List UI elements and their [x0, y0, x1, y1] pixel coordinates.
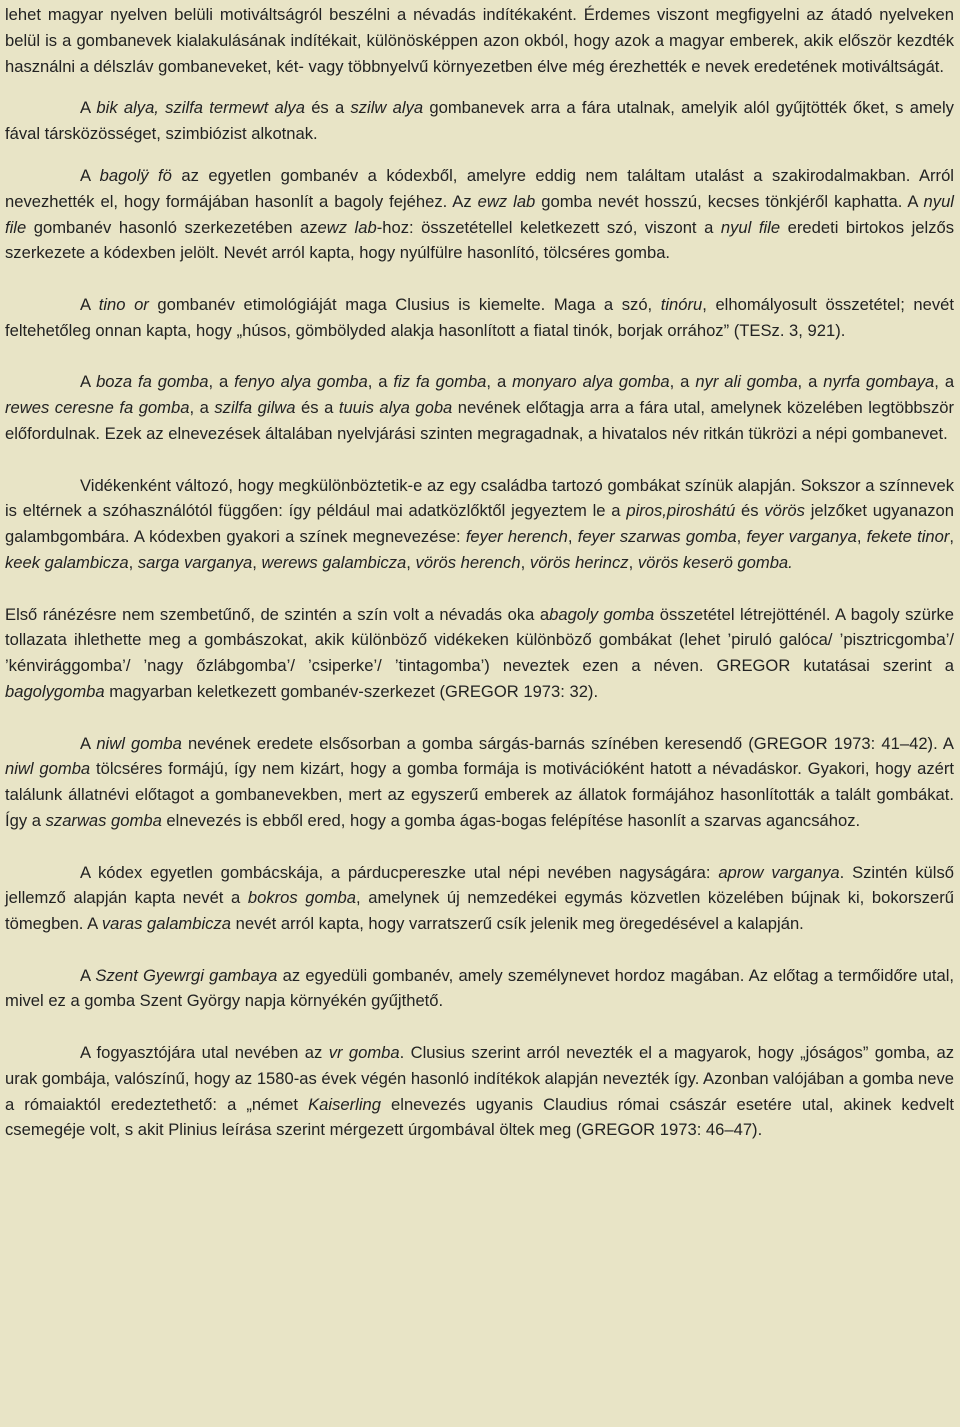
italic-term: piros,piroshátú [626, 501, 736, 521]
paragraph-gap [5, 147, 954, 163]
text-run: gomba nevét hosszú, kecses tönkjéről kaphatta. A [535, 191, 924, 211]
text-run: gombanév etimológiáját maga Clusius is kiemelte. Maga a szó, [148, 294, 661, 314]
paragraph-gap [5, 79, 954, 95]
text-run: A [80, 98, 97, 118]
italic-term: bagolygomba [5, 681, 105, 701]
italic-term: tuuis alya goba [338, 398, 453, 418]
text-run: tölcséres formájú, így nem kizárt, hogy a gomba formája is motivációként hatott a névadáskor. Gyakori, hogy azért találunk állatnévi előtagot a gombanevekben, mert az egyszerű emberek az állatok formájához hasonlították a talált gombákat. Így a [5, 759, 955, 830]
italic-term: szilfa gilwa [214, 398, 296, 418]
paragraph-9 [5, 963, 954, 1015]
text-run: Első ránézésre nem szembetűnő, de szintén a szín volt a névadás oka a [5, 604, 550, 624]
text-run: nevét arról kapta, hogy varratszerű csík jelenik meg öregedésével a kalapján. [231, 914, 804, 934]
italic-term: keek galambicza [5, 552, 129, 572]
paragraph-gap [5, 576, 954, 602]
italic-term: bagoly gomba [549, 604, 655, 624]
text-run: , a [669, 372, 696, 392]
text-run: jelzőket ugyanazon galambgombára. A kódexben gyakori a színek megnevezése: [5, 501, 954, 547]
italic-term: boza fa gomba [96, 372, 209, 392]
paragraph-1 [5, 95, 954, 147]
italic-term: feyer herench [465, 527, 568, 547]
text-run: összetétel létrejötténél. A bagoly szürke tollazata ihlethette meg a gombászokat, akik különböző vidékeken különböző gombákat (lehet ’piruló galóca/ ’pisztricgomba’/ ’kénvirággomba’/ ’nagy őzlábgomba’/ ’csiperke’/ ’tintagomba’) neveztek ezen a néven. GREGOR kutatásai szerint a [5, 604, 955, 676]
italic-term: ewz lab [317, 217, 377, 237]
italic-term: vörös herench [415, 552, 521, 572]
italic-term: tino or [98, 294, 149, 314]
italic-term: aprow varganya [718, 862, 840, 882]
text-run: A [80, 372, 97, 392]
paragraph-7 [5, 731, 954, 834]
italic-term: ewz lab [477, 191, 536, 211]
text-run: nevének előtagja arra a fára utal, amelynek közelében legtöbbször előfordulnak. Ezek az elnevezések általában nyelvjárási szinten megragadnak, a hivatalos név ritkán tükrözi a népi gombanevet. [5, 398, 954, 443]
paragraph-2 [5, 163, 954, 266]
paragraph-gap [5, 834, 954, 860]
italic-term: rewes ceresne fa gomba [5, 398, 190, 418]
text-run: eredeti birtokos jelzős szerkezete a kódexben jelölt. Nevét arról kapta, hogy nyúlfülre hasonlító, tölcséres gomba. [5, 217, 955, 263]
italic-term: Kaiserling [308, 1094, 381, 1114]
text-run: , elhomályosult összetétel; nevét feltehetőleg onnan kapta, hogy „húsos, gömbölyded alakja hasonlított a fiatal tinók, borjak orrához” (TESz. 3, 921). [5, 294, 954, 340]
text-run: , [406, 552, 416, 572]
italic-term: fenyo alya gomba [234, 372, 368, 392]
paragraph-gap [5, 447, 954, 473]
text-run: és [735, 501, 765, 521]
italic-term: bokros gomba [247, 888, 357, 908]
text-run: lehet magyar nyelven belüli motiváltságról beszélni a névadás indítékaként. Érdemes viszont megfigyelni az átadó nyelveken belül is a gombanevek kialakulásának indítékait, különösképpen azon okból, hogy azok a magyar emberek, akik először kezdték használni a délszláv gombaneveket, két- vagy többnyelvű környezetben élve még érezhették e nevek eredetének motiváltságát. [5, 5, 954, 76]
text-run: . Clusius szerint arról nevezték el a magyarok, hogy „jóságos” gomba, az urak gombája, valószínű, hogy az 1580-as évek végén hasonló indítékok alapján nevezték így. Azonban valójában a gomba neve a rómaiaktól eredeztethető: a „német [5, 1043, 954, 1114]
italic-term: nyul file [5, 191, 954, 237]
paragraph-gap [5, 266, 954, 292]
italic-term: varas galambicza [101, 914, 231, 934]
italic-term: niwl gomba [96, 733, 182, 753]
italic-term: nyul file [720, 217, 781, 237]
text-run: , a [367, 372, 394, 392]
text-run: A [80, 294, 99, 314]
paragraph-gap [5, 937, 954, 963]
text-run: , [628, 552, 638, 572]
italic-term: szarwas gomba [45, 810, 162, 830]
text-run: gombanevek arra a fára utalnak, amelyik alól gyűjtötték őket, s amely fával társközösséget, szimbiózist alkotnak. [5, 98, 954, 144]
text-run: és a [304, 98, 351, 118]
text-run: magyarban keletkezett gombanév-szerkezet (GREGOR 1973: 32). [104, 681, 599, 701]
paragraph-6 [5, 602, 954, 705]
paragraph-3 [5, 292, 954, 344]
italic-term: feyer varganya [746, 527, 857, 547]
text-run: az egyedüli gombanév, amely személynevet hordoz magában. Az előtag a termőidőre utal, mivel ez a gomba Szent György napja környékén gyűjthető. [5, 965, 955, 1011]
italic-term: monyaro alya gomba [512, 372, 670, 392]
text-run: , [949, 527, 954, 547]
text-run: , amelynek új nemzedékei egymás közvetlen közelében bújnak ki, bokorszerű tömegben. A [5, 888, 954, 934]
text-run: és a [295, 398, 339, 418]
text-run: az egyetlen gombanév a kódexből, amelyre eddig nem találtam utalást a szakirodalmakban. Arról nevezhették el, hogy formájában hasonlít a bagoly fejéhez. Az [5, 165, 954, 211]
italic-term: Szent Gyewrgi gambaya [95, 965, 278, 985]
text-run: , a [486, 372, 513, 392]
italic-term: feyer szarwas gomba [577, 527, 737, 547]
paragraph-5 [5, 473, 954, 576]
text-run: Vidékenként változó, hogy megkülönböztetik-e az egy családba tartozó gombákat színük alapján. Sokszor a színnevek is eltérnek a szóhasználótól függően: így például mai adatközlőktől jegyeztem le a [5, 475, 954, 521]
paragraph-4 [5, 369, 954, 446]
italic-term: vörös herincz [529, 552, 629, 572]
italic-term: szilw alya [350, 98, 424, 118]
paragraph-gap [5, 705, 954, 731]
italic-term: sarga varganya [137, 552, 253, 572]
italic-term: vörös keserö gomba. [637, 552, 793, 572]
text-run: , [736, 527, 747, 547]
italic-term: nyrfa gombaya [823, 372, 935, 392]
text-run: , [520, 552, 530, 572]
italic-term: vörös [764, 501, 805, 521]
text-run: elnevezés ugyanis Claudius római császár esetére utal, akinek kedvelt csemegéje volt, s akit Plinius leírása szerint mérgezett úrgombával öltek meg (GREGOR 1973: 46–47). [5, 1094, 954, 1140]
text-run: , a [208, 372, 235, 392]
text-run: gombanév hasonló szerkezetében az [26, 217, 318, 237]
text-run: elnevezés is ebből ered, hogy a gomba ágas-bogas felépítése hasonlít a szarvas agancsához. [161, 810, 861, 830]
text-run: , [856, 527, 867, 547]
italic-term: fiz fa gomba [393, 372, 487, 392]
text-run: , a [934, 372, 955, 392]
italic-term: vr gomba [328, 1043, 400, 1063]
text-run: , [252, 552, 262, 572]
italic-term: werews galambicza [261, 552, 407, 572]
italic-term: tinóru [660, 294, 703, 314]
italic-term: fekete tinor [866, 527, 950, 547]
text-run: -hoz: összetétellel keletkezett szó, viszont a [376, 217, 721, 237]
paragraph-8 [5, 860, 954, 937]
text-run: A [80, 165, 100, 185]
paragraph-gap [5, 1014, 954, 1040]
text-run: A [80, 733, 97, 753]
text-run: , a [189, 398, 215, 418]
text-run: , a [797, 372, 824, 392]
text-run: nevének eredete elsősorban a gomba sárgás-barnás színében keresendő (GREGOR 1973: 41–42). A [181, 733, 954, 753]
text-run: A kódex egyetlen gombácskája, a párducpereszke utal népi nevében nagyságára: [80, 862, 719, 882]
text-run: , [567, 527, 578, 547]
text-run: . Szintén külső jellemző alapján kapta nevét a [5, 862, 954, 908]
text-run: A [80, 965, 96, 985]
text-run: , [128, 552, 138, 572]
text-run: A fogyasztójára utal nevében az [80, 1043, 329, 1063]
paragraph-0 [5, 2, 954, 79]
italic-term: bagolÿ fö [99, 165, 172, 185]
italic-term: nyr ali gomba [695, 372, 798, 392]
paragraph-gap [5, 344, 954, 370]
italic-term: niwl gomba [5, 759, 91, 779]
italic-term: bik alya, szilfa termewt alya [96, 98, 305, 118]
paragraph-10 [5, 1040, 954, 1143]
